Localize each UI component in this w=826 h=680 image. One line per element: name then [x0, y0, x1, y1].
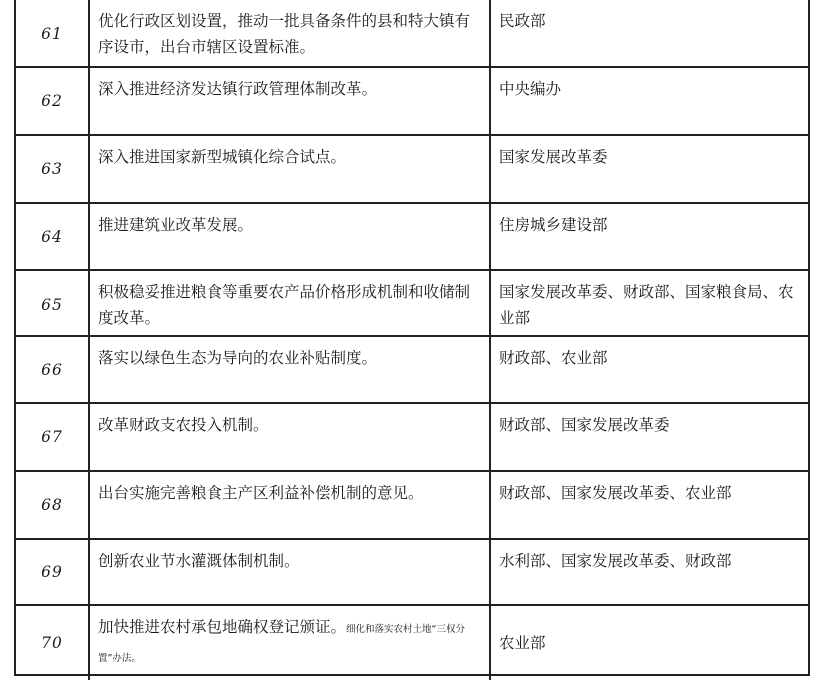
table-row — [14, 540, 810, 606]
table-row — [14, 337, 810, 404]
department-cell — [489, 271, 810, 339]
task-text: 优化行政区划设置，推动一批具备条件的县和特大镇有序设市，出台市辖区设置标准。 — [98, 12, 471, 56]
department-text: 财政部、国家发展改革委 — [499, 416, 670, 434]
task-cell — [88, 472, 489, 538]
department-text: 住房城乡建设部 — [499, 216, 608, 234]
table-row — [14, 0, 810, 68]
department-text: 农业部 — [499, 634, 546, 652]
table-row — [14, 136, 810, 204]
department-cell — [489, 606, 810, 680]
task-cell — [88, 271, 489, 339]
department-cell — [489, 404, 810, 470]
task-text: 推进建筑业改革发展。 — [98, 216, 254, 234]
task-text: 改革财政支农投入机制。 — [98, 416, 269, 434]
department-text: 财政部、国家发展改革委、农业部 — [499, 484, 732, 502]
table-row — [14, 472, 810, 540]
department-cell — [489, 0, 810, 68]
task-cell — [88, 204, 489, 269]
row-number: 67 — [41, 428, 63, 446]
department-text: 中央编办 — [499, 80, 562, 98]
table-row — [14, 271, 810, 337]
table-row — [14, 606, 810, 676]
table-row — [14, 404, 810, 472]
task-text: 深入推进经济发达镇行政管理体制改革。 — [98, 80, 378, 98]
task-cell — [88, 68, 489, 134]
row-number: 69 — [41, 563, 63, 581]
department-cell — [489, 136, 810, 202]
task-main-text: 加快推进农村承包地确权登记颁证。 — [98, 618, 347, 636]
department-cell — [489, 68, 810, 134]
task-cell — [88, 0, 489, 68]
task-text — [98, 614, 481, 672]
task-text: 创新农业节水灌溉体制机制。 — [98, 552, 300, 570]
department-text: 财政部、农业部 — [499, 349, 608, 367]
department-text: 水利部、国家发展改革委、财政部 — [499, 552, 732, 570]
table-row — [14, 204, 810, 271]
reform-task-table — [14, 0, 810, 676]
table-row — [14, 68, 810, 136]
department-cell — [489, 472, 810, 538]
task-text: 积极稳妥推进粮食等重要农产品价格形成机制和收储制度改革。 — [98, 283, 471, 327]
department-cell — [489, 204, 810, 269]
task-text: 落实以绿色生态为导向的农业补贴制度。 — [98, 349, 378, 367]
task-cell — [88, 606, 489, 680]
department-text: 国家发展改革委 — [499, 148, 608, 166]
department-cell — [489, 337, 810, 402]
row-number: 61 — [41, 25, 63, 43]
task-cell — [88, 404, 489, 470]
row-number: 66 — [41, 360, 63, 379]
row-number: 62 — [41, 92, 63, 110]
task-cell — [88, 136, 489, 202]
department-text: 国家发展改革委、财政部、国家粮食局、农业部 — [499, 283, 794, 327]
task-text: 出台实施完善粮食主产区利益补偿机制的意见。 — [98, 484, 424, 502]
department-text: 民政部 — [499, 12, 546, 30]
department-cell — [489, 540, 810, 604]
row-number: 65 — [41, 296, 63, 314]
row-number: 64 — [41, 227, 63, 246]
row-number: 70 — [41, 634, 63, 652]
row-number: 68 — [41, 496, 63, 514]
task-cell — [88, 540, 489, 604]
task-cell — [88, 337, 489, 402]
task-note-text: 细化和落实农村土地“三权分置”办法。 — [98, 624, 465, 664]
task-text: 深入推进国家新型城镇化综合试点。 — [98, 148, 347, 166]
row-number: 63 — [41, 160, 63, 178]
